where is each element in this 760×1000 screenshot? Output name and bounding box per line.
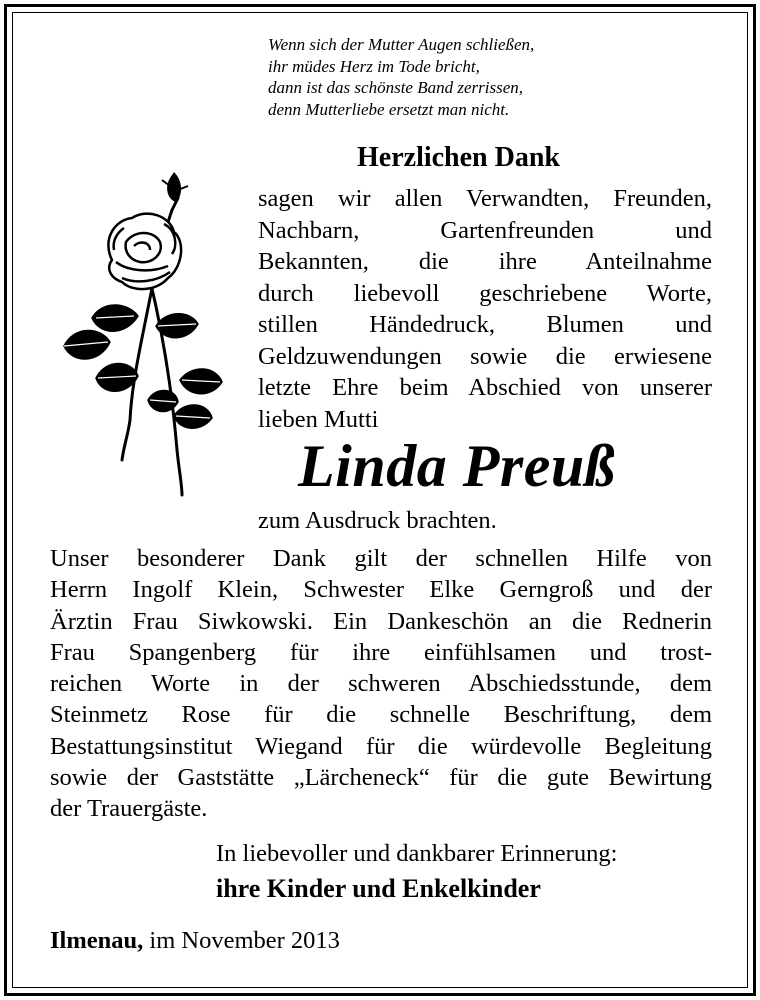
thanks-text (258, 183, 712, 435)
special-thanks-text (50, 543, 712, 825)
special-thanks-line: Unser besonderer Dank gilt der schnellen Hilfe von (50, 545, 712, 572)
thanks-line: Nachbarn, Gartenfreunden und (258, 216, 712, 244)
thanks-line: stillen Händedruck, Blumen und (258, 311, 712, 338)
rose-icon (52, 150, 232, 500)
poem (268, 34, 668, 120)
thanks-line: Bekannten, die ihre Anteilnahme (258, 248, 712, 275)
thanks-line: Geldzuwendungen sowie die erwiesene (258, 342, 712, 370)
thanks-line: sagen wir allen Verwandten, Freunden, (258, 185, 712, 212)
memory-line: In liebevoller und dankbarer Erinnerung: (216, 840, 618, 867)
special-thanks-line: Bestattungsinstitut Wiegand für die würdevolle Begleitung (50, 732, 712, 760)
after-name-text: zum Ausdruck brachten. (258, 507, 497, 534)
deceased-name: Linda Preuß (298, 433, 616, 499)
special-thanks-line: sowie der Gaststätte „Lärcheneck“ für die gute Bewirtung (50, 764, 712, 792)
thanks-title: Herzlichen Dank (357, 142, 560, 173)
special-thanks-line: reichen Worte in der schweren Abschiedsstunde, dem (50, 670, 712, 698)
thanks-line: letzte Ehre beim Abschied von unserer (258, 374, 712, 401)
special-thanks-line: Steinmetz Rose für die schnelle Beschriftung, dem (50, 701, 712, 729)
poem-line: ihr müdes Herz im Tode bricht, (268, 56, 480, 76)
thanks-line: durch liebevoll geschriebene Worte, (258, 279, 712, 307)
special-thanks-line: der Trauergäste. (50, 795, 208, 823)
signature: ihre Kinder und Enkelkinder (216, 874, 541, 903)
date: im November 2013 (149, 927, 340, 954)
poem-line: dann ist das schönste Band zerrissen, (268, 78, 523, 97)
poem-line: Wenn sich der Mutter Augen schließen, (268, 35, 535, 54)
special-thanks-line: Frau Spangenberg für ihre einfühlsamen und trost- (50, 638, 712, 666)
poem-line: denn Mutterliebe ersetzt man nicht. (268, 99, 510, 119)
special-thanks-line: Ärztin Frau Siwkowski. Ein Dankeschön an die Rednerin (50, 607, 712, 635)
special-thanks-line: Herrn Ingolf Klein, Schwester Elke Gerngroß und der (50, 576, 712, 604)
place-date (50, 927, 340, 955)
thanks-line: lieben Mutti (258, 405, 379, 433)
place: Ilmenau, (50, 927, 144, 954)
